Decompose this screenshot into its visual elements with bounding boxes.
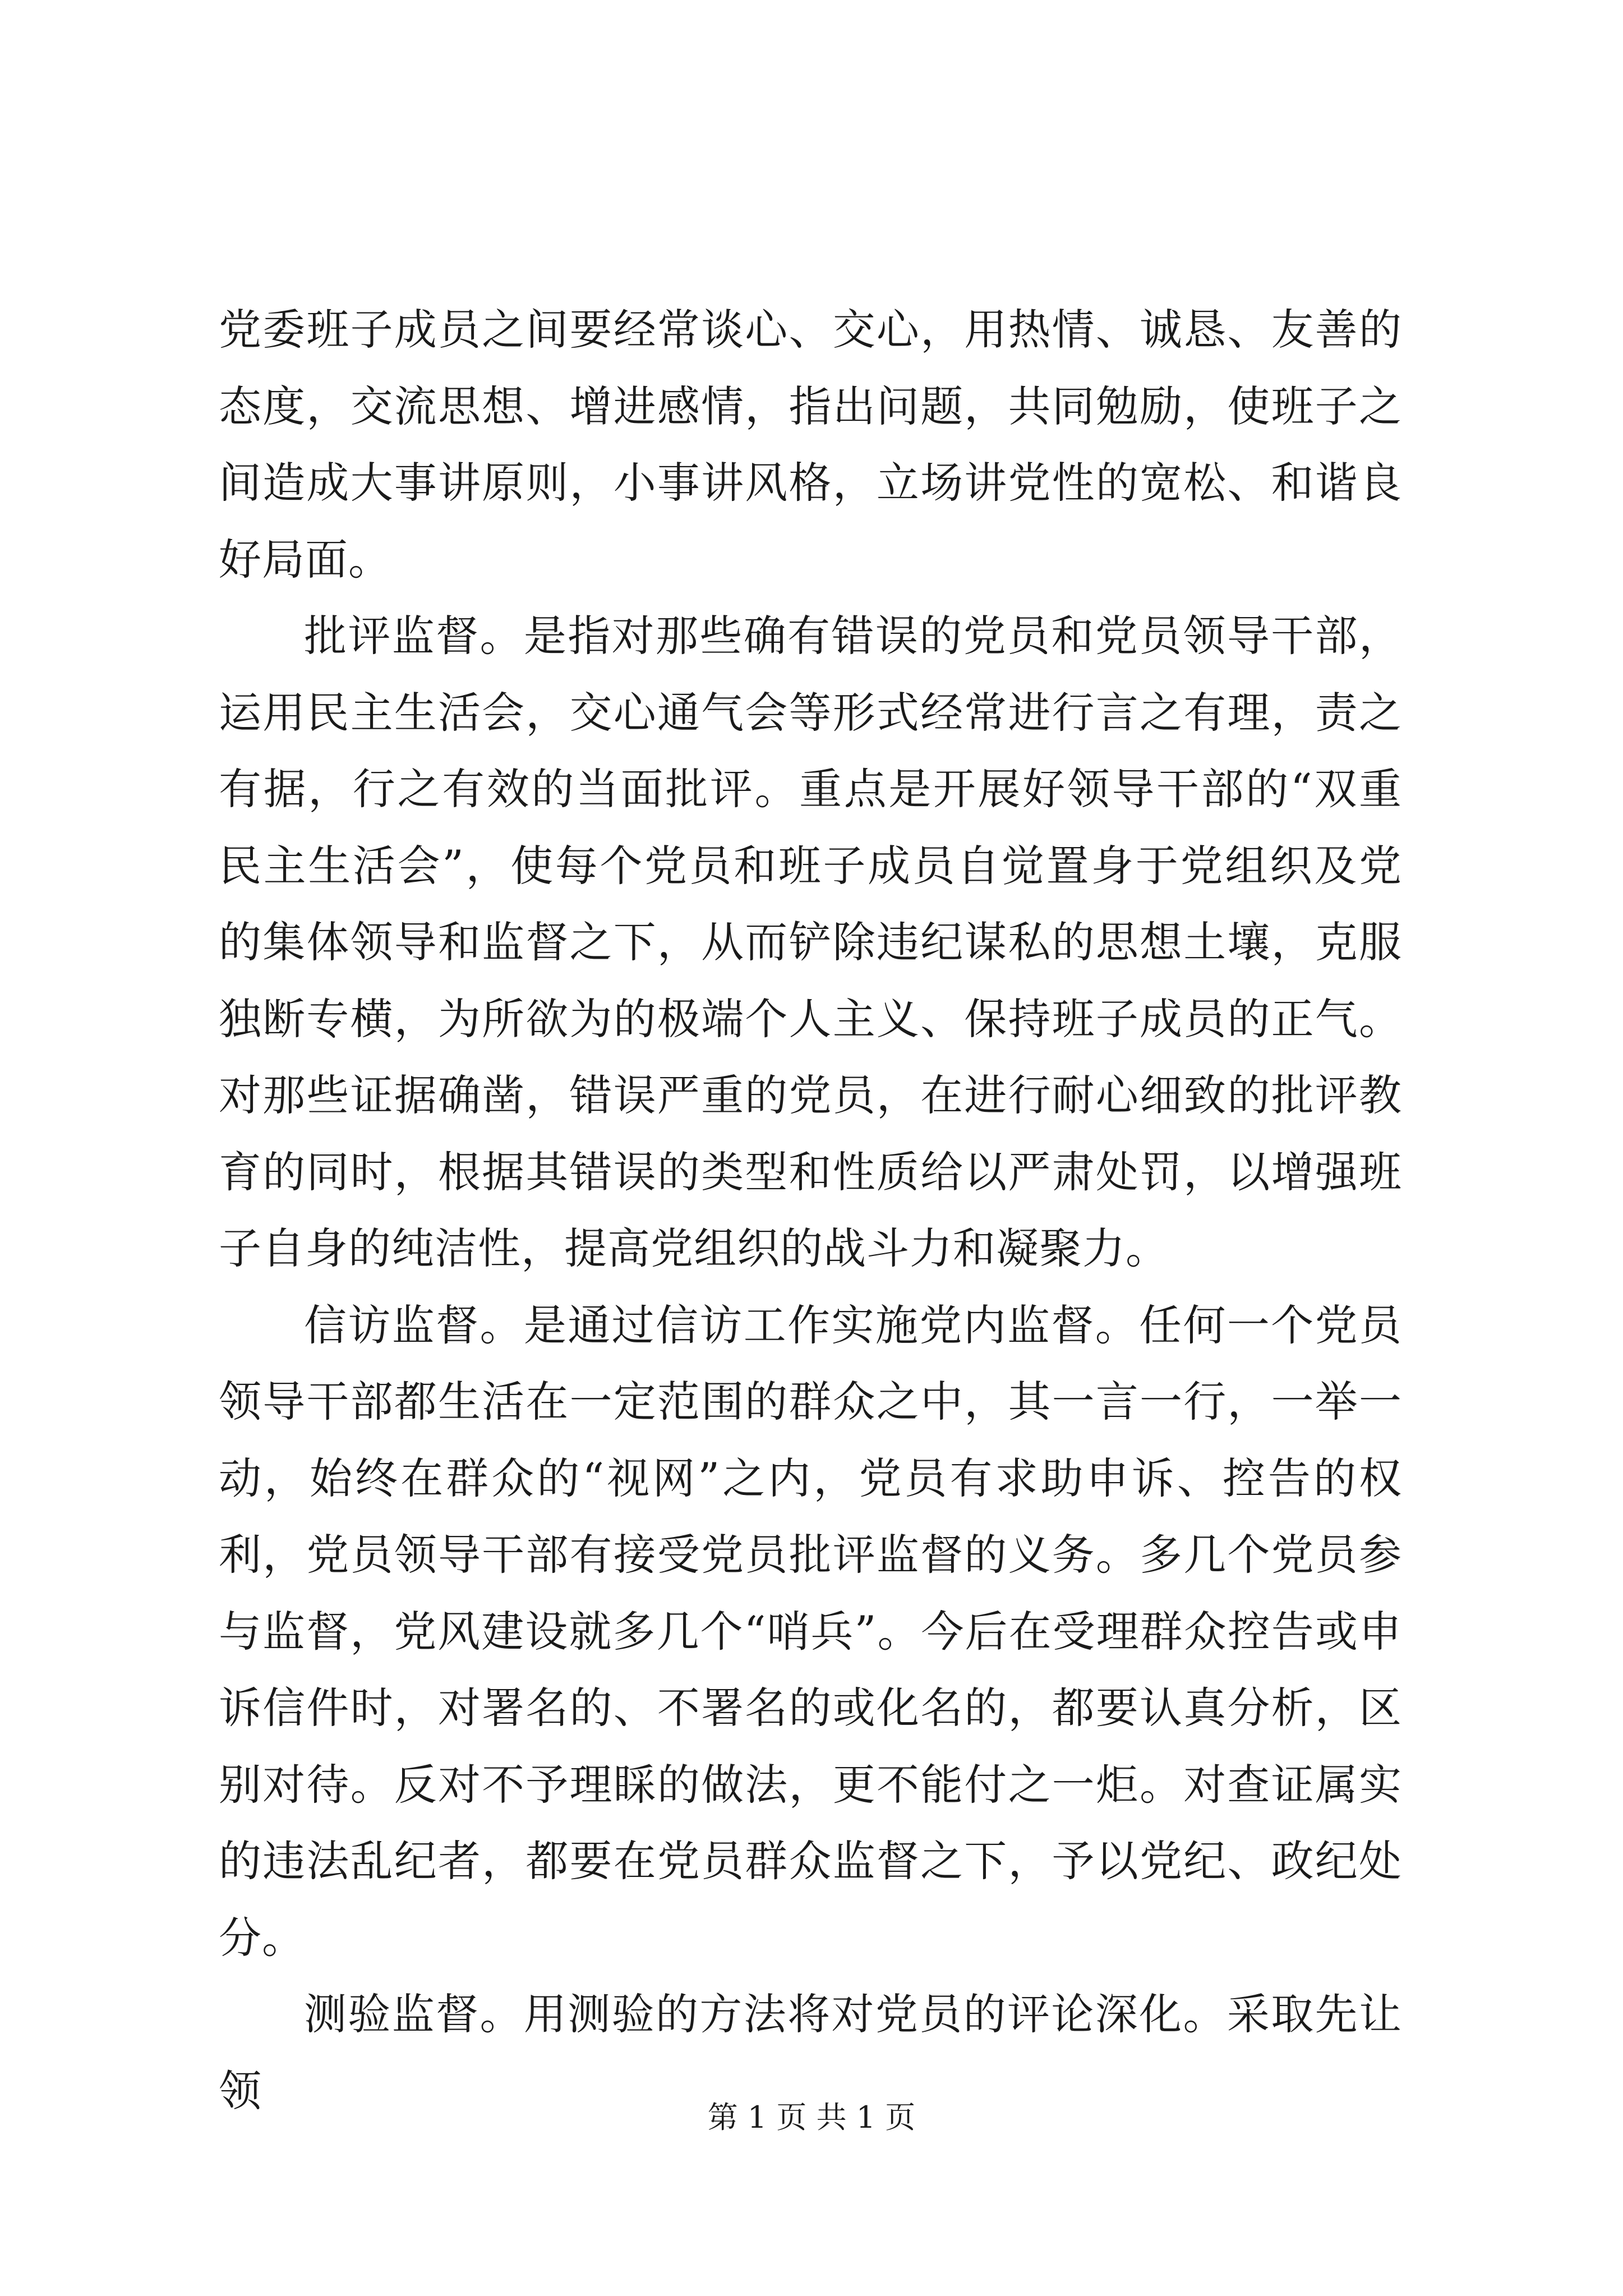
document-body [219, 292, 1402, 2129]
paragraph-1: 党委班子成员之间要经常谈心、交心，用热情、诚恳、友善的态度，交流思想、增进感情，指出问题，共同勉励，使班子之间造成大事讲原则，小事讲风格，立场讲党性的宽松、和谐良好局面。 [219, 305, 1402, 585]
paragraph-3: 信访监督。是通过信访工作实施党内监督。任何一个党员领导干部都生活在一定范围的群众之中，其一言一行，一举一动，始终在群众的“视网”之内，党员有求助申诉、控告的权利，党员领导干部有接受党员批评监督的义务。多几个党员参与监督，党风建设就多几个“哨兵”。今后在受理群众控告或申诉信件时，对署名的、不署名的或化名的，都要认真分析，区别对待。反对不予理睬的做法，更不能付之一炬。对查证属实的违法乱纪者，都要在党员群众监督之下，予以党纪、政纪处分。 [219, 1300, 1402, 1963]
page-footer [0, 2098, 1623, 2137]
page-number-label: 第 1 页 共 1 页 [707, 2100, 916, 2135]
paragraph-4: 测验监督。用测验的方法将对党员的评论深化。采取先让领 [219, 1989, 1402, 2116]
paragraph-2: 批评监督。是指对那些确有错误的党员和党员领导干部，运用民主生活会，交心通气会等形式经常进行言之有理，责之有据，行之有效的当面批评。重点是开展好领导干部的“双重民主生活会”，使每个党员和班子成员自觉置身于党组织及党的集体领导和监督之下，从而铲除违纪谋私的思想土壤，克服独断专横，为所欲为的极端个人主义、保持班子成员的正气。对那些证据确凿，错误严重的党员，在进行耐心细致的批评教育的同时，根据其错误的类型和性质给以严肃处罚，以增强班子自身的纯洁性，提高党组织的战斗力和凝聚力。 [219, 611, 1402, 1273]
